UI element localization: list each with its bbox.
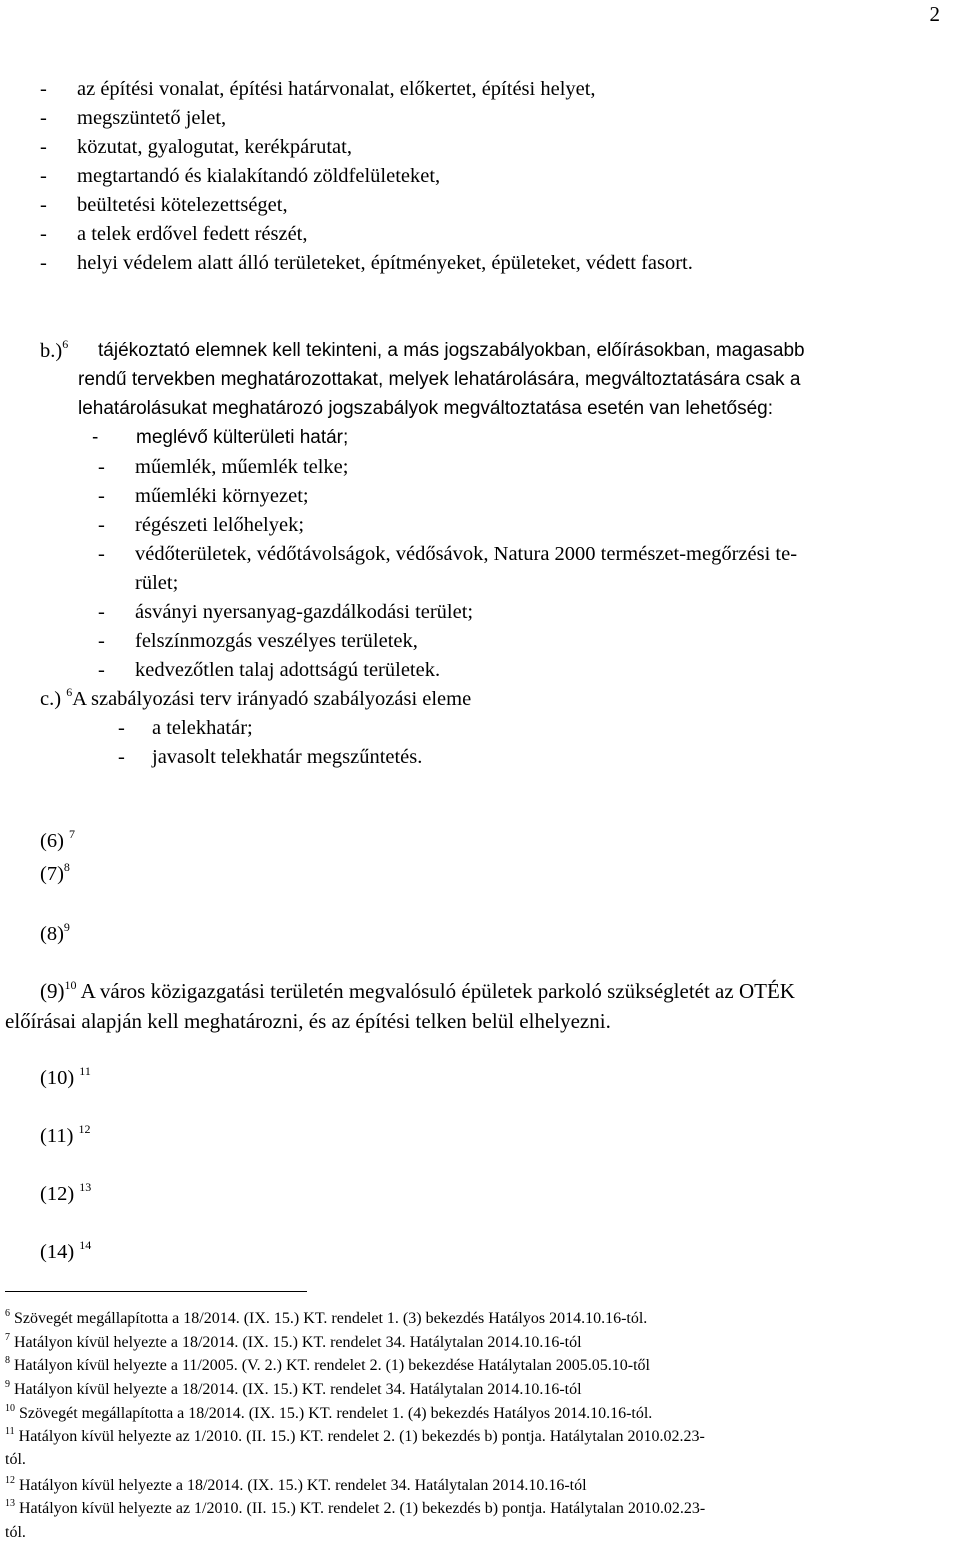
footnote-ref: 7 [69, 827, 76, 841]
list-item-text: megszüntető jelet, [77, 107, 227, 129]
page-number: 2 [929, 2, 940, 26]
list-item-text: a telek erdővel fedett részét, [77, 223, 308, 245]
list-item-text: műemlék, műemlék telke; [135, 456, 349, 478]
footnote-separator [5, 1291, 307, 1292]
paragraph-7: $(7)^8$ [40, 860, 70, 885]
paragraph-6: (6) $^7$ [40, 827, 76, 852]
section-c-label: c.) $^6$A szabályozási terv irányadó szabályozási eleme [40, 685, 472, 710]
section-b-label: b.)$^6$ [40, 337, 69, 362]
list-item-text: műemléki környezet; [135, 485, 309, 507]
footnote: $^{12}$ Hatályon kívül helyezte a 18/2014. (IX. 15.) KT. rendelet 34. Hatálytalan 2014.10.16-tól [5, 1475, 587, 1494]
list-item-text: meglévő külterületi határ; [136, 427, 349, 448]
footnote: $^{11}$ Hatályon kívül helyezte az 1/2010. (II. 15.) KT. rendelet 2. (1) bekezdés b) pontja. Hatálytalan 2010.02.23- [5, 1426, 705, 1445]
footnote-ref: 11 [79, 1064, 91, 1078]
list-item-text: felszínmozgás veszélyes területek, [135, 630, 418, 652]
list-dash: - [98, 456, 105, 478]
footnote-ref: 14 [79, 1238, 92, 1252]
list-item-text: közutat, gyalogutat, kerékpárutat, [77, 136, 352, 158]
list-item-text: védőterületek, védőtávolságok, védősávok, Natura 2000 természet-megőrzési te- [135, 543, 798, 565]
footnote-continuation: tól. [5, 1451, 26, 1468]
footnote-ref: 6 [62, 337, 69, 351]
list-dash: - [98, 543, 105, 565]
footnote: $^9$ Hatályon kívül helyezte a 18/2014. (IX. 15.) KT. rendelet 34. Hatálytalan 2014.10.16-tól [5, 1379, 582, 1398]
list-item-text: javasolt telekhatár megszűntetés. [152, 746, 423, 768]
paragraph-9-continuation: előírásai alapján kell meghatározni, és az építési telken belül elhelyezni. [5, 1009, 611, 1033]
footnote: $^7$ Hatályon kívül helyezte a 18/2014. (IX. 15.) KT. rendelet 34. Hatálytalan 2014.10.16-tól [5, 1332, 582, 1351]
list-item: - [40, 252, 47, 274]
list-item-continuation: rület; [135, 572, 179, 594]
list-item-text: kedvezőtlen talaj adottságú területek. [135, 659, 441, 681]
list-dash: - [98, 514, 105, 536]
list-item: - [40, 223, 47, 245]
list-item-text: régészeti lelőhelyek; [135, 514, 305, 536]
paragraph-14: (14) $^{14}$ [40, 1238, 92, 1263]
footnote: $^{10}$ Szövegét megállapította a 18/2014. (IX. 15.) KT. rendelet 1. (4) bekezdés Hatályos 2014.10.16-tól. [5, 1403, 653, 1422]
list-item: - [40, 165, 47, 187]
footnote-ref: 6 [66, 685, 73, 699]
list-item-text: a telekhatár; [152, 717, 253, 739]
footnote-ref: 10 [64, 978, 77, 992]
paragraph-10: (10) $^{11}$ [40, 1064, 91, 1089]
list-dash: - [118, 746, 125, 768]
footnote-ref: 8 [63, 860, 70, 874]
list-item-text: helyi védelem alatt álló területeket, építményeket, épületeket, védett fasort. [77, 252, 693, 274]
paragraph-9: $(9)^{10}$ A város közigazgatási területén megvalósuló épületek parkoló szükségletét az OTÉK [40, 978, 795, 1003]
section-b-line: lehatárolásukat meghatározó jogszabályok megváltoztatása esetén van lehetőség: [78, 398, 773, 419]
section-b-line: rendű tervekben meghatározottakat, melyek lehatárolására, megváltoztatására csak a [78, 369, 801, 390]
paragraph-11: (11) $^{12}$ [40, 1122, 91, 1147]
footnote-ref: 12 [78, 1122, 91, 1136]
list-item-text: megtartandó és kialakítandó zöldfelületeket, [77, 165, 441, 187]
paragraph-8: $(8)^9$ [40, 920, 70, 945]
list-item: - [40, 107, 47, 129]
list-dash: - [98, 601, 105, 623]
list-item-text: ásványi nyersanyag-gazdálkodási terület; [135, 601, 474, 623]
footnote-continuation: tól. [5, 1524, 26, 1541]
list-dash: - [92, 427, 99, 448]
section-b-line: tájékoztató elemnek kell tekinteni, a más jogszabályokban, előírásokban, magasabb [98, 340, 805, 361]
list-dash: - [98, 659, 105, 681]
paragraph-12: (12) $^{13}$ [40, 1180, 92, 1205]
list-item-text: az építési vonalat, építési határvonalat, előkertet, építési helyet, [77, 78, 596, 100]
footnote: $^8$ Hatályon kívül helyezte a 11/2005. (V. 2.) KT. rendelet 2. (1) bekezdése Hatálytalan 2005.05.10-től [5, 1355, 650, 1374]
list-item: - [40, 194, 47, 216]
list-item-text: beültetési kötelezettséget, [77, 194, 288, 216]
footnote-ref: 9 [63, 920, 70, 934]
footnote-ref: 13 [79, 1180, 92, 1194]
footnote: $^6$ Szövegét megállapította a 18/2014. (IX. 15.) KT. rendelet 1. (3) bekezdés Hatályos 2014.10.16-tól. [5, 1308, 648, 1327]
list-dash: - [118, 717, 125, 739]
list-dash: - [98, 485, 105, 507]
list-item: - [40, 78, 47, 100]
list-item: - [40, 136, 47, 158]
list-dash: - [98, 630, 105, 652]
footnote: $^{13}$ Hatályon kívül helyezte az 1/2010. (II. 15.) KT. rendelet 2. (1) bekezdés b) pontja. Hatálytalan 2010.02.23- [5, 1498, 706, 1517]
